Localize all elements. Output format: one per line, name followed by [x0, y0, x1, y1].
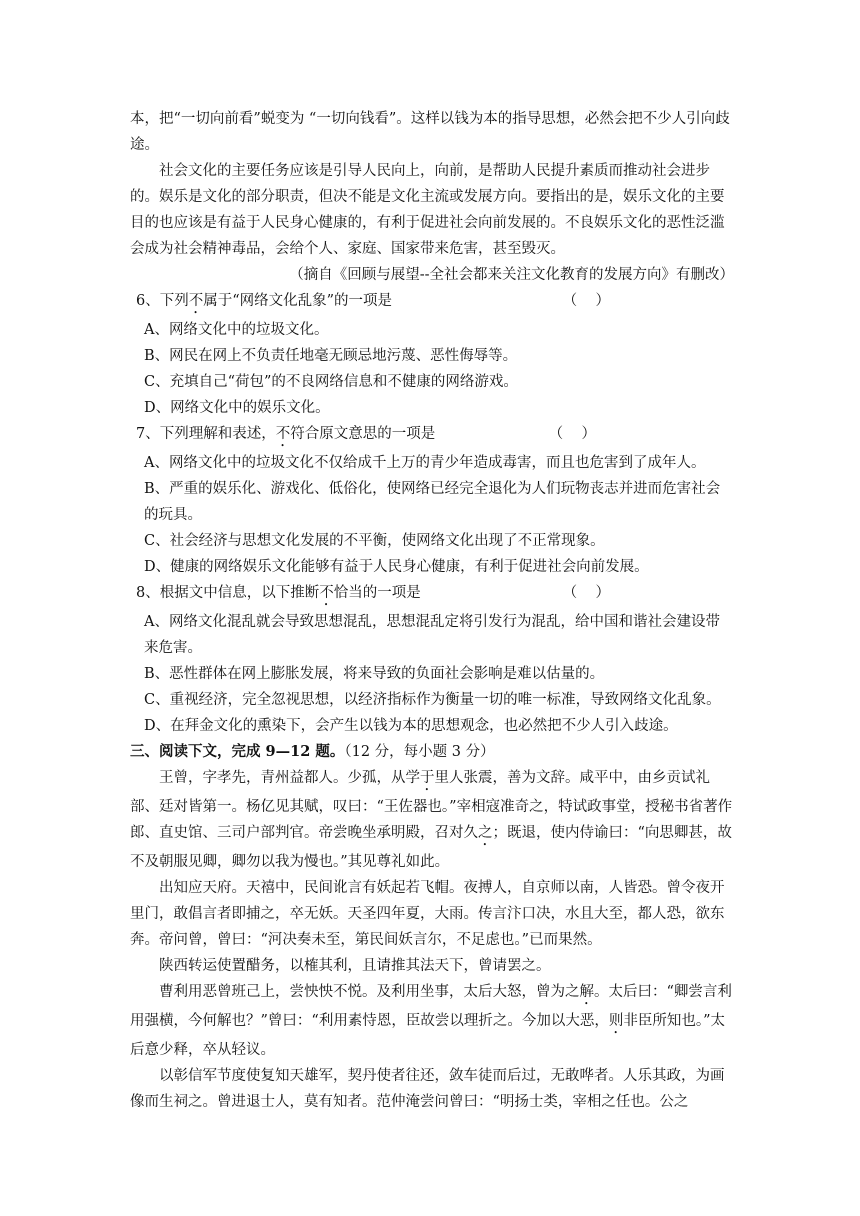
question-8-option-c: C、重视经济，完全忽视思想，以经济指标作为衡量一切的唯一标准，导致网络文化乱象。	[144, 692, 721, 708]
passage-source: （摘自《回顾与展望--全社会都来关注文化教育的发展方向》有删改）	[289, 267, 734, 283]
emphasis-dot-word: 则	[608, 1013, 624, 1029]
question-6-option-b: B、网民在网上不负责任地毫无顾忌地污蔑、恶性侮辱等。	[144, 348, 518, 364]
section-3-title: 三、阅读下文，完成 9—12 题。	[130, 743, 345, 760]
passage-paragraph-2: 社会文化的主要任务应该是引导人民向上，向前，是帮助人民提升素质而推动社会进步的。娱乐是文化的部分职责，但决不能是文化主流或发展方向。要指出的是，娱乐文化的主要目的也应该是有益于人民身心健康的，有利于促进社会向前发展的。不良娱乐文化的恶性泛滥会成为社会精神毒品，会给个人、家庭、国家带来危害，甚至毁灭。	[130, 163, 725, 257]
classical-paragraph-2: 出知应天府。天禧中，民间讹言有妖起若飞帽。夜搏人，自京师以南，人皆恐。曾令夜开里门，敢倡言者即捕之，卒无妖。天圣四年夏，大雨。传言汴口决，水且大至，都人恐，欲东奔。帝问曾，曾曰：“河决奏未至，第民间妖言尔，不足虑也。”已而果然。	[130, 880, 725, 948]
classical-paragraph-4: 曹利用恶曾班己上，尝怏怏不悦。及利用坐事，太后大怒，曾为之解。太后曰：“卿尝言利用强横，今何解也？”曾曰：“利用素恃恩，臣故尝以理折之。今加以大恶，则非臣所知也。”太后意少释，卒从轻议。	[130, 984, 732, 1058]
section-3-heading	[130, 739, 734, 765]
answer-blank: （ ）	[548, 426, 596, 442]
question-7-stem	[130, 421, 734, 450]
answer-blank: （ ）	[562, 293, 610, 309]
question-6-text: 6、下列不属于“网络文化乱象”的一项是	[136, 293, 393, 309]
question-7-text: 7、下列理解和表述，不符合原文意思的一项是	[136, 426, 436, 442]
question-8-text: 8、根据文中信息，以下推断不恰当的一项是	[136, 585, 421, 601]
question-6-option-d: D、网络文化中的娱乐文化。	[144, 400, 330, 416]
section-3-note: （12 分，每小题 3 分）	[344, 744, 495, 760]
emphasis-dot-word: 不	[275, 426, 291, 442]
question-6-option-c: C、充填自己“荷包”的不良网络信息和不健康的网络游戏。	[144, 374, 518, 390]
emphasis-dot-word: 之	[478, 825, 493, 841]
question-7-option-d: D、健康的网络娱乐文化能够有益于人民身心健康，有利于促进社会向前发展。	[144, 559, 649, 575]
classical-paragraph-3: 陕西转运使置醋务，以榷其利，且请推其法天下，曾请罢之。	[159, 958, 551, 974]
question-6-option-a: A、网络文化中的垃圾文化。	[144, 322, 329, 338]
classical-paragraph-5: 以彰信军节度使复知天雄军，契丹使者往还，敛车徒而后过，无敢哗者。人乐其政，为画像而生祠之。曾进退士人，莫有知者。范仲淹尝问曾曰：“明扬士类，宰相之任也。公之	[130, 1068, 725, 1110]
passage-paragraph-1: 本，把“一切向前看”蜕变为 “一切向钱看”。这样以钱为本的指导思想，必然会把不少人引向歧途。	[130, 111, 730, 153]
question-8-option-d: D、在拜金文化的熏染下，会产生以钱为本的思想观念，也必然把不少人引入歧途。	[144, 718, 678, 734]
emphasis-dot-word: 不	[319, 585, 334, 601]
question-6-stem	[130, 288, 734, 317]
emphasis-dot-word: 不	[188, 293, 204, 309]
question-8-option-a: A、网络文化混乱就会导致思想混乱，思想混乱定将引发行为混乱，给中国和谐社会建设带来危害。	[144, 614, 720, 656]
question-7-option-c: C、社会经济与思想文化发展的不平衡，使网络文化出现了不正常现象。	[144, 533, 605, 549]
classical-paragraph-1: 王曾，字孝先，青州益都人。少孤，从学于里人张震，善为文辞。咸平中，由乡贡试礼部、廷对皆第一。杨亿见其赋，叹曰：“王佐器也。”宰相寇准奇之，特试政事堂，授秘书省著作郎、直史馆、三司户部判官。帝尝晚坐承明殿，召对久之；既退，使内侍谕曰：“向思卿甚，故不及朝服见卿，卿勿以我为慢也。”其见尊礼如此。	[130, 770, 733, 870]
document-content	[130, 106, 734, 1115]
question-7-option-b: B、严重的娱乐化、游戏化、低俗化，使网络已经完全退化为人们玩物丧志并进而危害社会的玩具。	[144, 481, 721, 523]
question-7-option-a: A、网络文化中的垃圾文化不仅给成千上万的青少年造成毒害，而且也危害到了成年人。	[144, 455, 706, 471]
answer-blank: （ ）	[562, 585, 610, 601]
emphasis-dot-word: 于	[420, 770, 435, 786]
emphasis-dot-word: 解	[579, 984, 594, 1000]
question-8-option-b: B、恶性群体在网上膨胀发展，将来导致的负面社会影响是难以估量的。	[144, 666, 605, 682]
question-8-stem	[130, 580, 734, 609]
